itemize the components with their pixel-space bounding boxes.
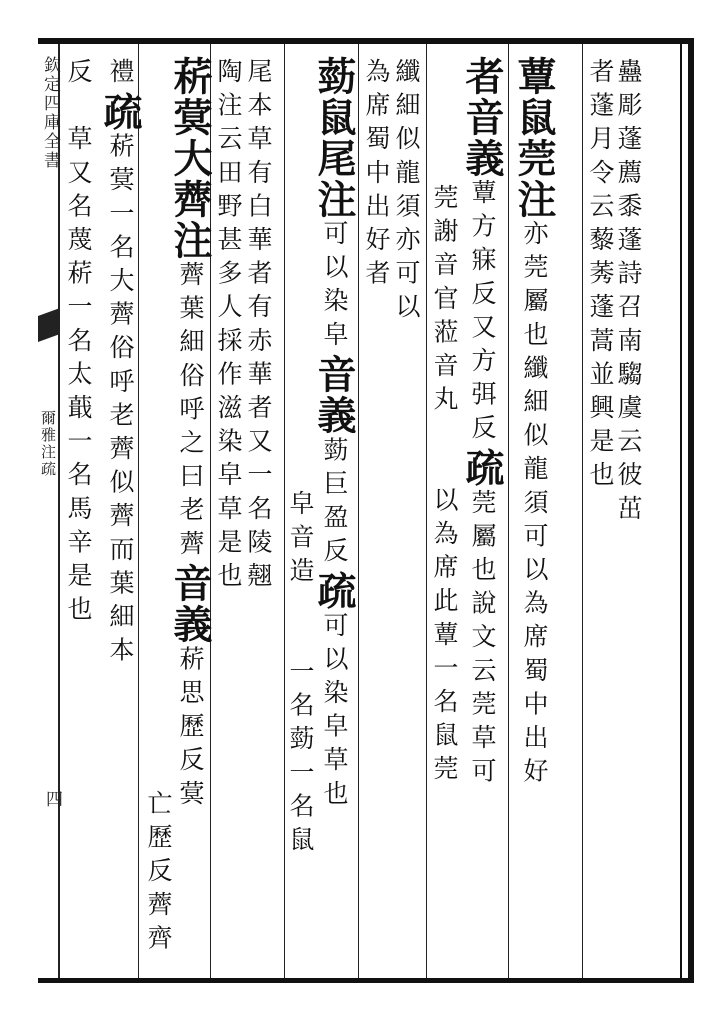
- headword-text: 蕈鼠莞注: [511, 56, 557, 220]
- annotation-text: 纖細似龍須亦可以: [392, 58, 421, 327]
- column-rule: [284, 44, 285, 978]
- annotation-text: 反 草又名蔑菥一名太蕺一名馬辛是也: [64, 58, 93, 630]
- text-column-1: [616, 58, 641, 528]
- annotation-text: 亦莞屬也纖細似龍須可以為席蜀中出好: [520, 220, 549, 792]
- annotation-text: 陶注云田野甚多人採作滋染皁草是也: [214, 58, 243, 596]
- annotation-text: 菥蓂一名大薺俗呼老薺似薺而葉細本: [106, 132, 135, 671]
- spine-page-number: 四: [42, 790, 62, 807]
- text-column-2: [588, 58, 613, 495]
- headword-text: 菥蓂大薺注: [167, 56, 213, 261]
- column-rule: [582, 44, 583, 978]
- annotation-text: 可以染皁: [320, 220, 349, 355]
- headword-text: 者音義: [459, 56, 505, 179]
- frame-right-inner-border: [680, 44, 682, 978]
- text-column-6: [394, 58, 419, 327]
- text-column-9: [288, 490, 313, 860]
- column-rule: [426, 44, 427, 978]
- annotation-text: 皁音造 一名葝一名鼠: [286, 490, 315, 860]
- annotation-text: 薺葉細俗呼之曰老薺: [176, 261, 205, 564]
- column-rule: [358, 44, 359, 978]
- text-column-7: [364, 58, 389, 293]
- annotation-text: 莞屬也說文云莞草可: [468, 488, 497, 792]
- headword-text: 音義: [167, 563, 213, 646]
- text-column-3: [511, 56, 557, 792]
- text-column-14: [97, 58, 143, 671]
- annotation-text: 葝巨盈反: [320, 436, 349, 571]
- column-rule: [508, 44, 509, 978]
- spine-title: 欽定四庫全書: [40, 56, 60, 170]
- text-column-13: [146, 790, 171, 958]
- annotation-text: 為席蜀中出好者: [362, 58, 391, 294]
- text-column-15: [66, 58, 91, 629]
- frame-top-border: [38, 38, 692, 44]
- spine-volume-title: 爾雅注疏: [39, 410, 57, 478]
- annotation-text: 菥思歷反蓂: [176, 645, 205, 814]
- headword-text: 疏: [459, 447, 505, 489]
- text-column-11: [216, 58, 241, 596]
- headword-text: 音義: [311, 354, 357, 437]
- frame-bottom-border: [38, 978, 692, 983]
- text-column-5: [432, 184, 457, 789]
- annotation-text: 亡歷反薺齊: [144, 790, 173, 958]
- fish-tail-mark: [38, 308, 60, 342]
- text-column-8: [311, 56, 357, 814]
- headword-text: 疏: [97, 91, 143, 133]
- headword-text: 疏: [311, 570, 357, 612]
- text-column-12: [167, 56, 213, 814]
- annotation-text: 者蓬月令云藜莠蓬蒿並興是也: [586, 58, 615, 495]
- annotation-text: 禮: [106, 58, 135, 92]
- text-column-10: [246, 58, 271, 596]
- headword-text: 葝鼠尾注: [311, 56, 357, 220]
- text-column-4: [459, 56, 505, 792]
- annotation-text: 尾本草有白華者有赤華者又一名陵翹: [244, 58, 273, 596]
- annotation-text: 莞謝音官蒞音丸 以為席此蕈一名鼠莞: [430, 184, 459, 789]
- annotation-text: 可以染皁草也: [320, 611, 349, 814]
- annotation-text: 蕈方寐反又方弭反: [468, 179, 497, 448]
- fold-line: [58, 44, 60, 978]
- annotation-text: 蠱彫蓬薦黍蓬詩召南騶虞云彼茁: [614, 58, 643, 529]
- frame-right-border: [688, 38, 694, 983]
